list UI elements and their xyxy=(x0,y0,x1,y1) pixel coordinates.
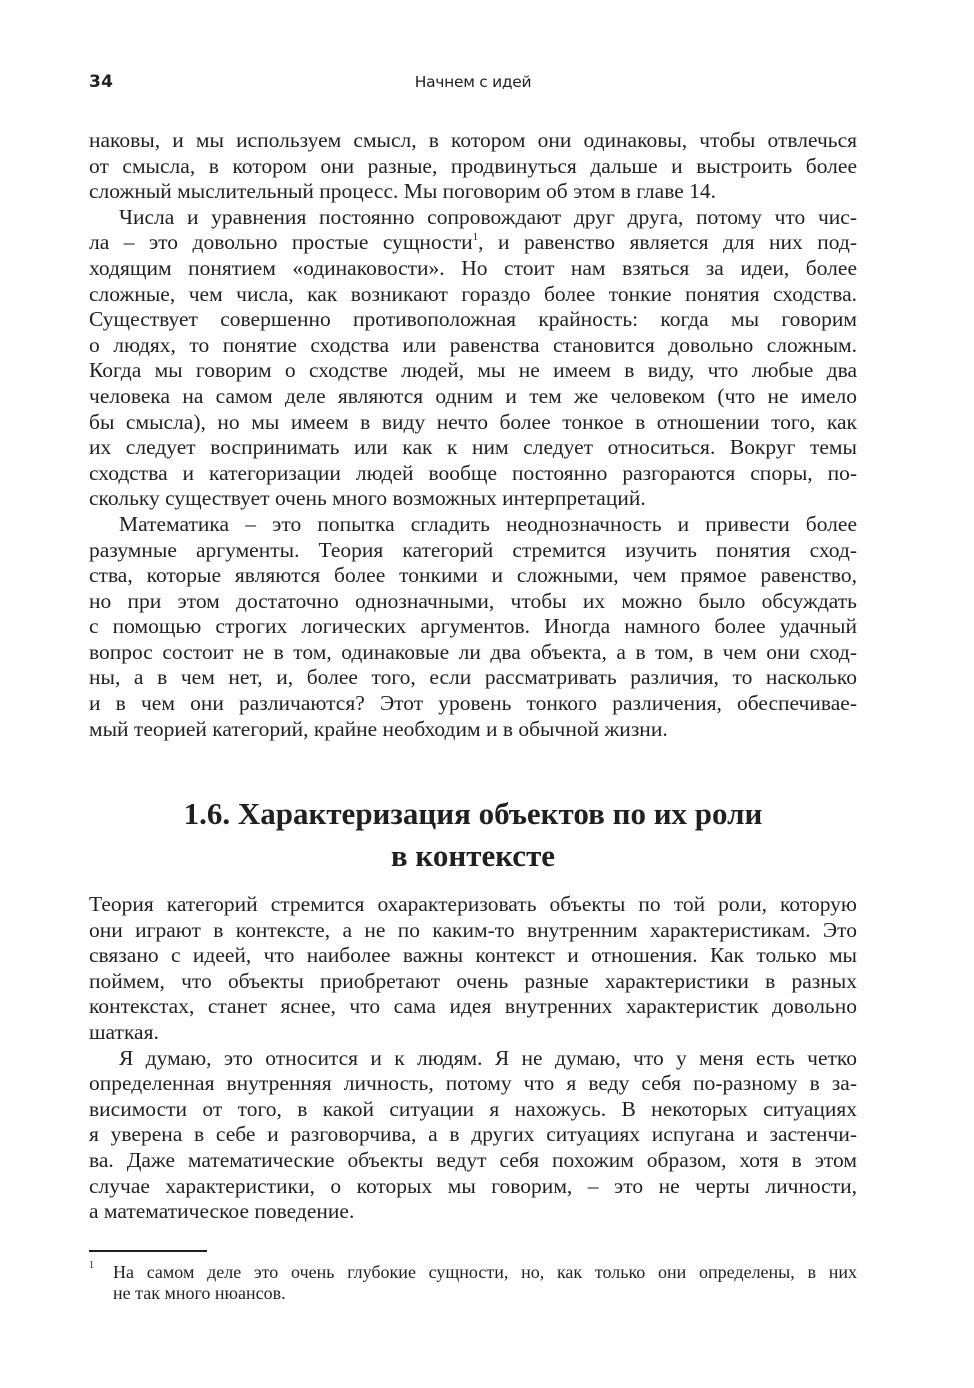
body-text-section xyxy=(89,892,857,1225)
text-line: связано с идеей, что наиболее важны контекст и отношения. Как только мы xyxy=(89,943,857,968)
text-line: определенная внутренняя личность, потому что я веду себя по-разному в за- xyxy=(89,1071,857,1096)
text-fragment: ла – это довольно простые сущности xyxy=(89,230,473,255)
text-line: сложные, чем числа, как возникают гораздо более тонкие понятия сходства. xyxy=(89,281,857,306)
footnote-reference[interactable]: 1 xyxy=(472,231,479,244)
text-line: случае характеристики, о которых мы говорим, – это не черты личности, xyxy=(89,1173,857,1198)
text-line: ства, которые являются более тонкими и сложными, чем прямое равенство, xyxy=(89,563,857,588)
text-line: мый теорией категорий, крайне необходим и в обычной жизни. xyxy=(89,716,668,741)
text-line: шаткая. xyxy=(89,1019,159,1044)
text-line: они играют в контексте, а не по каким-то внутренним характеристикам. Это xyxy=(89,917,857,942)
text-line-with-footnote xyxy=(89,230,857,256)
footnote xyxy=(89,1262,857,1304)
text-line: Числа и уравнения постоянно сопровождают друг друга, потому что чис- xyxy=(119,204,857,229)
running-header xyxy=(89,72,857,96)
footnote-divider xyxy=(89,1250,207,1252)
text-line: ходящим понятием «одинаковости». Но стоит нам взяться за идеи, более xyxy=(89,255,857,280)
paragraph-people xyxy=(89,1046,857,1225)
paragraph-mathematics xyxy=(89,512,857,742)
text-line: Математика – это попытка сгладить неоднозначность и привести более xyxy=(119,511,857,536)
text-line: их следует воспринимать или как к ним следует относиться. Вокруг темы xyxy=(89,435,857,460)
heading-line: в контексте xyxy=(390,838,556,873)
text-line: человека на самом деле являются одним и тем же человеком (что не имело xyxy=(89,383,857,408)
text-line: контекстах, станет яснее, что сама идея внутренних характеристик довольно xyxy=(89,994,857,1019)
text-line: Я думаю, это относится и к людям. Я не думаю, что у меня есть четко xyxy=(119,1045,857,1070)
heading-line: 1.6. Характеризация объектов по их роли xyxy=(183,796,763,831)
text-line: поймем, что объекты приобретают очень разные характеристики в разных xyxy=(89,968,857,993)
paragraph-continued xyxy=(89,128,857,205)
text-line: о людях, то понятие сходства или равенства становится довольно сложным. xyxy=(89,332,857,357)
text-line: а математическое поведение. xyxy=(89,1199,355,1224)
footnote-line: На самом деле это очень глубокие сущности, но, как только они определены, в них xyxy=(113,1262,857,1282)
text-line: я уверена в себе и разговорчива, а в других ситуациях испугана и застенчи- xyxy=(89,1122,857,1147)
text-line: разумные аргументы. Теория категорий стремится изучить понятия сход- xyxy=(89,537,857,562)
text-line: скольку существует очень много возможных интерпретаций. xyxy=(89,486,646,511)
text-line: и в чем они различаются? Этот уровень тонкого различения, обеспечивае- xyxy=(89,691,857,716)
text-line: бы смысла), но мы имеем в виду нечто более тонкое в отношении того, как xyxy=(89,409,857,434)
paragraph-role-in-context xyxy=(89,892,857,1046)
text-line: ны, а в чем нет, и, более того, если рассматривать различия, то насколько xyxy=(89,665,857,690)
footnote-mark: 1 xyxy=(89,1260,94,1271)
text-line: вопрос состоит не в том, одинаковые ли два объекта, а в том, в чем они сход- xyxy=(89,639,857,664)
text-line: висимости от того, в какой ситуации я нахожусь. В некоторых ситуациях xyxy=(89,1096,857,1121)
paragraph-numbers-equations xyxy=(89,205,857,512)
text-line: но при этом достаточно однозначными, чтобы их можно было обсуждать xyxy=(89,588,857,613)
text-line: сложный мыслительный процесс. Мы поговорим об этом в главе 14. xyxy=(89,179,717,204)
text-line: наковы, и мы используем смысл, в котором они одинаковы, чтобы отвлечься xyxy=(89,128,857,152)
text-line: Теория категорий стремится охарактеризовать объекты по той роли, которую xyxy=(89,892,857,916)
text-line: с помощью строгих логических аргументов. Иногда намного более удачный xyxy=(89,614,857,639)
footnote-line: не так много нюансов. xyxy=(113,1283,286,1303)
text-line: Существует совершенно противоположная крайность: когда мы говорим xyxy=(89,307,857,332)
running-title: Начнем с идей xyxy=(414,73,532,91)
footnote-body xyxy=(113,1262,857,1304)
section-heading xyxy=(89,793,857,877)
text-line: ва. Даже математические объекты ведут себя похожим образом, хотя в этом xyxy=(89,1147,857,1172)
text-line: Когда мы говорим о сходстве людей, мы не имеем в виду, что любые два xyxy=(89,358,857,383)
body-text-top xyxy=(89,128,857,742)
text-fragment: , и равенство является для них под- xyxy=(478,230,857,255)
text-line: сходства и категоризации людей вообще постоянно разгораются споры, по- xyxy=(89,460,857,485)
text-line: от смысла, в котором они разные, продвинуться дальше и выстроить более xyxy=(89,153,857,178)
page-number: 34 xyxy=(89,72,114,92)
